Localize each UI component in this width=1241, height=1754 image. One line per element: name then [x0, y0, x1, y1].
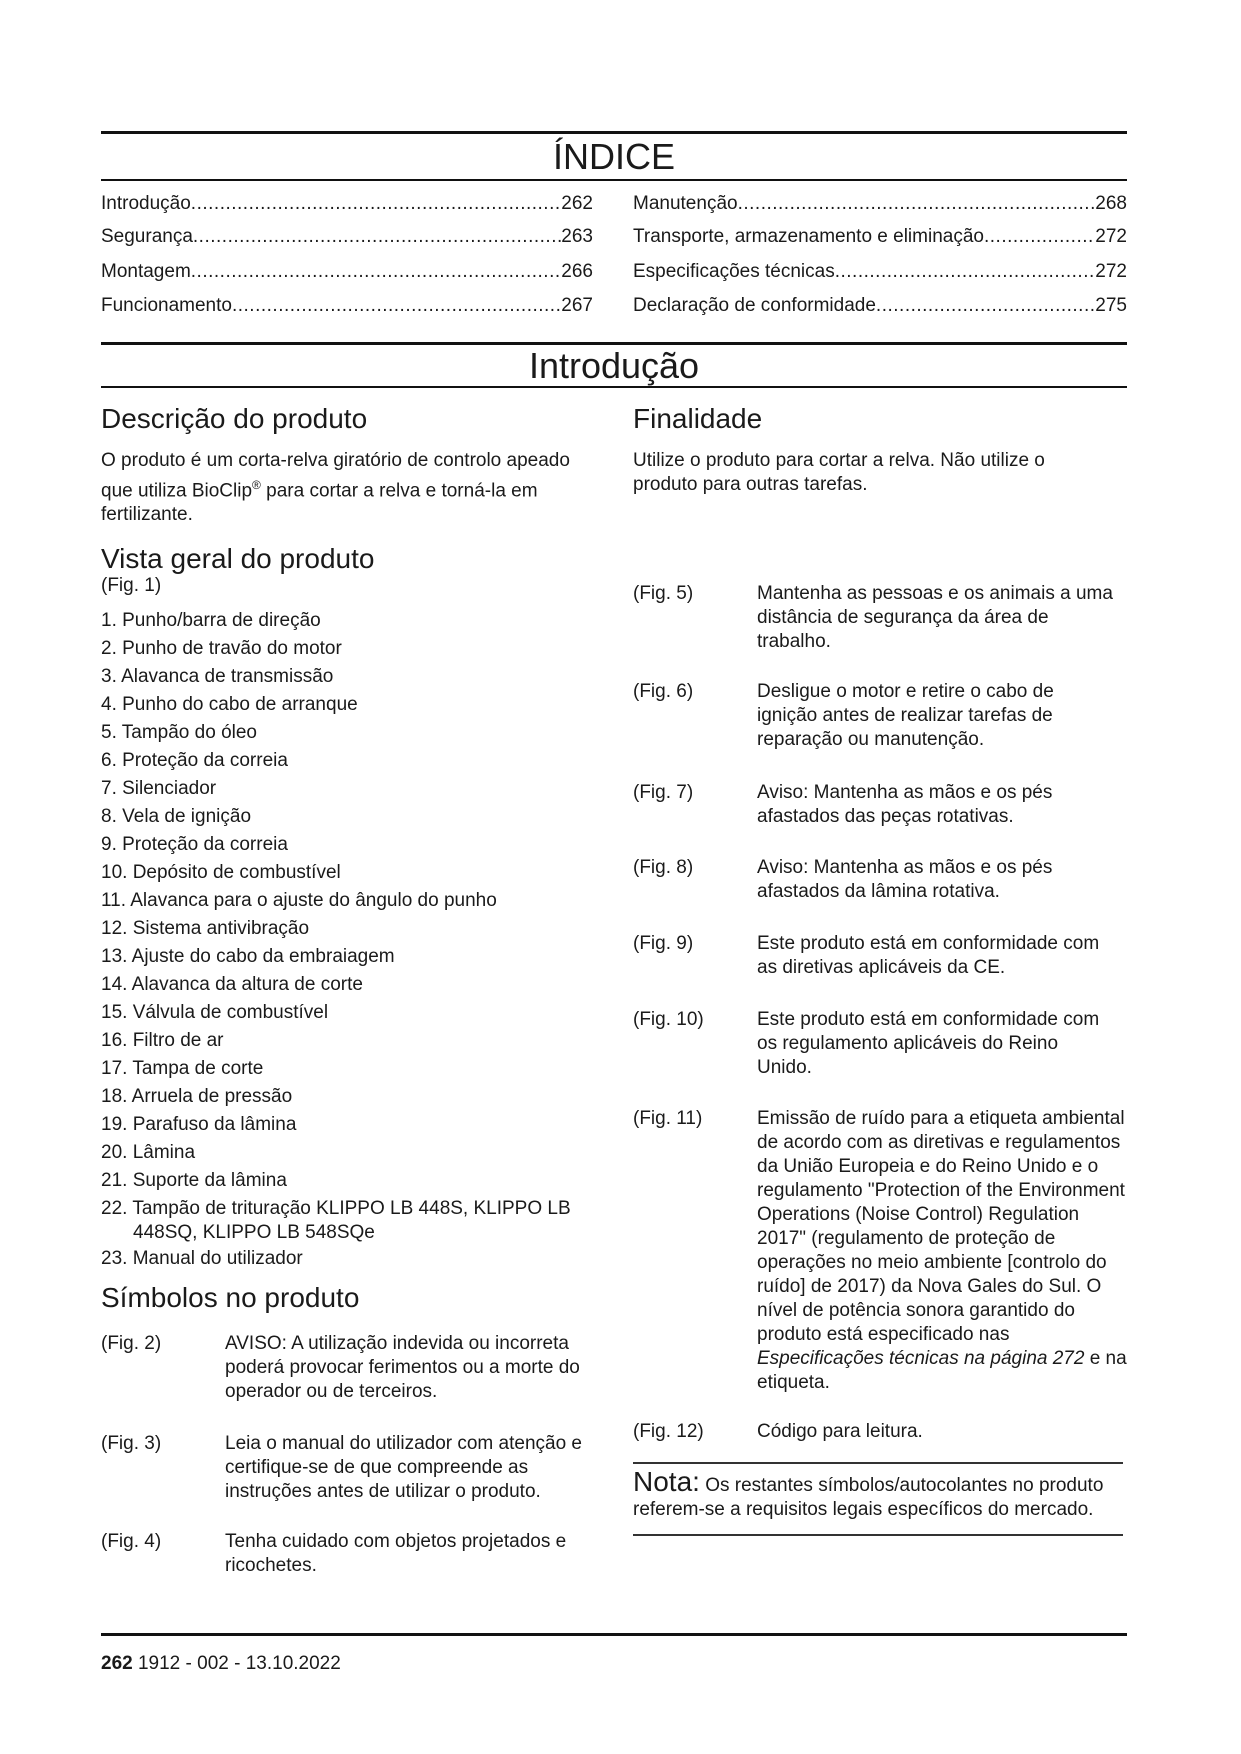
- simbolos-heading: Símbolos no produto: [101, 1282, 360, 1313]
- toc-entry[interactable]: Manutenção ..... 268: [633, 192, 1127, 216]
- list-item: 2. Punho de travão do motor: [101, 638, 342, 659]
- list-item: 5. Tampão do óleo: [101, 722, 257, 743]
- list-item: 14. Alavanca da altura de corte: [101, 974, 363, 995]
- list-item: 19. Parafuso da lâmina: [101, 1114, 297, 1135]
- descricao-heading: Descrição do produto: [101, 403, 368, 434]
- list-item: 11. Alavanca para o ajuste do ângulo do punho: [101, 890, 497, 911]
- toc-entry[interactable]: Segurança ..... 263: [101, 225, 593, 249]
- intro-bottom-rule: [101, 386, 1127, 388]
- list-item: 6. Proteção da correia: [101, 750, 288, 771]
- parts-list: [101, 609, 601, 1275]
- nota-text: Nota: Os restantes símbolos/autocolantes no produto referem-se a requisitos legais específicos do mercado.: [633, 1466, 1104, 1520]
- list-item: 22. Tampão de trituração KLIPPO LB 448S, KLIPPO LB 448SQ, KLIPPO LB 548SQe: [101, 1198, 571, 1243]
- list-item: 13. Ajuste do cabo da embraiagem: [101, 946, 395, 967]
- page-reference-link[interactable]: Especificações técnicas na página 272: [757, 1348, 1085, 1369]
- list-item: 21. Suporte da lâmina: [101, 1170, 287, 1191]
- toc-entry[interactable]: Especificações técnicas ..... 272: [633, 260, 1127, 284]
- list-item: 12. Sistema antivibração: [101, 918, 310, 939]
- list-item: 17. Tampa de corte: [101, 1058, 264, 1079]
- toc-entry[interactable]: Montagem ..... 266: [101, 260, 593, 284]
- vista-fig: (Fig. 1): [101, 575, 162, 596]
- list-item: 9. Proteção da correia: [101, 834, 288, 855]
- list-item: 7. Silenciador: [101, 778, 217, 799]
- list-item: 20. Lâmina: [101, 1142, 196, 1163]
- toc-entry[interactable]: Declaração de conformidade ..... 275: [633, 294, 1127, 318]
- list-item: 16. Filtro de ar: [101, 1030, 224, 1051]
- toc-entry[interactable]: Introdução ..... 262: [101, 192, 593, 216]
- list-item: 3. Alavanca de transmissão: [101, 666, 334, 687]
- finalidade-heading: Finalidade: [633, 403, 763, 434]
- index-bottom-rule: [101, 179, 1127, 181]
- list-item: 10. Depósito de combustível: [101, 862, 341, 883]
- list-item: 4. Punho do cabo de arranque: [101, 694, 358, 715]
- vista-heading: Vista geral do produto: [101, 543, 375, 574]
- nota-bottom-rule: [633, 1534, 1123, 1536]
- finalidade-text: Utilize o produto para cortar a relva. Não utilize o produto para outras tarefas.: [633, 450, 1045, 495]
- index-top-rule: [101, 131, 1127, 134]
- list-item: 8. Vela de ignição: [101, 806, 252, 827]
- intro-title: Introdução: [528, 345, 700, 386]
- list-item: 1. Punho/barra de direção: [101, 610, 321, 631]
- list-item: 15. Válvula de combustível: [101, 1002, 329, 1023]
- doc-id: 1912 - 002 - 13.10.2022: [132, 1653, 341, 1674]
- toc-entry[interactable]: Transporte, armazenamento e eliminação ..... 272: [633, 225, 1127, 249]
- nota-top-rule: [633, 1462, 1123, 1464]
- page-footer: [101, 1652, 341, 1676]
- page-number: 262: [101, 1653, 133, 1674]
- index-title: ÍNDICE: [552, 136, 675, 177]
- footer-rule: [101, 1633, 1127, 1636]
- list-item: 23. Manual do utilizador: [101, 1248, 303, 1269]
- list-item: 18. Arruela de pressão: [101, 1086, 293, 1107]
- toc-entry[interactable]: Funcionamento ..... 267: [101, 294, 593, 318]
- descricao-text: O produto é um corta-relva giratório de controlo apeado que utiliza BioClip® para cortar a relva e torná-la em fertilizante.: [101, 450, 570, 526]
